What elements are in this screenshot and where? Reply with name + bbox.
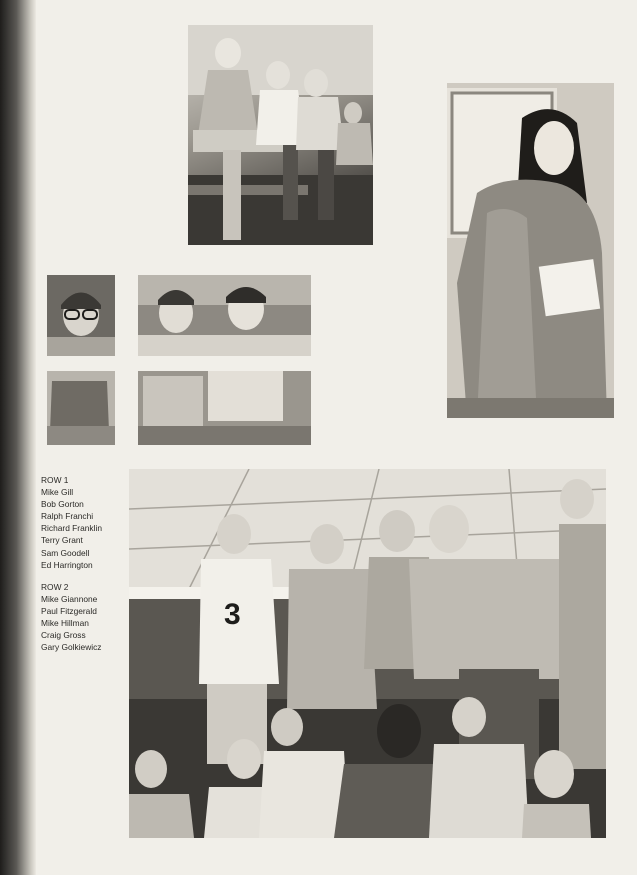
roster-name: Richard Franklin	[41, 523, 102, 534]
roster-name: Bob Gorton	[41, 499, 84, 510]
group-photo	[129, 469, 606, 838]
roster-caption	[41, 474, 127, 653]
roster-name: Craig Gross	[41, 630, 86, 641]
grid-photo-bottom-left	[47, 371, 115, 445]
row-1-heading: ROW 1	[41, 475, 69, 485]
roster-name: Mike Hillman	[41, 618, 89, 629]
roster-name: Paul Fitzgerald	[41, 605, 97, 616]
svg-text:3: 3	[224, 598, 241, 631]
grid-photo-top-right	[138, 275, 311, 356]
roster-name: Gary Golkiewicz	[41, 642, 102, 653]
roster-name: Sam Goodell	[41, 547, 90, 558]
roster-name: Mike Gill	[41, 487, 74, 498]
grid-photo-frame	[45, 273, 311, 445]
bleachers-photo	[188, 25, 373, 245]
roster-name: Ralph Franchi	[41, 511, 94, 522]
grid-photo-top-left	[47, 275, 115, 356]
student-portrait-photo	[447, 83, 614, 418]
roster-name: Mike Giannone	[41, 593, 98, 604]
row-2-heading: ROW 2	[41, 581, 69, 592]
roster-name: Ed Harrington	[41, 559, 93, 570]
grid-photo-bottom-right	[138, 371, 311, 445]
page-spine-shadow	[0, 0, 36, 875]
roster-name: Terry Grant	[41, 535, 83, 546]
